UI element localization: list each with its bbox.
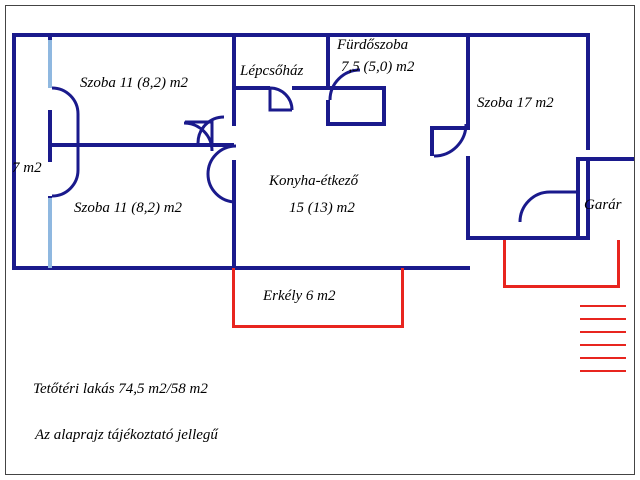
frame-bottom xyxy=(5,474,635,475)
hatch-line-4 xyxy=(580,344,626,346)
wall-right-bottom xyxy=(466,236,590,240)
hatch-line-2 xyxy=(580,318,626,320)
hatch-line-3 xyxy=(580,331,626,333)
wall-right-top xyxy=(466,33,590,37)
window-left-lower xyxy=(48,198,52,268)
wall-hall-v2 xyxy=(48,110,52,162)
terrace-bottom xyxy=(503,285,620,288)
room-label-elotér: 7 m2 xyxy=(12,160,42,176)
frame-right xyxy=(634,5,635,475)
wall-furdo-bottom xyxy=(330,86,386,90)
balcony-left xyxy=(232,268,235,328)
wall-right-vertical-lower xyxy=(466,156,470,240)
wall-lepcsohaz-bottom-right xyxy=(292,86,330,90)
wall-furdo-bottom2 xyxy=(330,122,386,126)
footer-summary: Tetőtéri lakás 74,5 m2/58 m2 xyxy=(33,381,208,397)
wall-konyha-right-v xyxy=(430,126,434,156)
wall-furdo-left-v xyxy=(326,100,330,126)
hatch-line-1 xyxy=(580,305,626,307)
wall-garage-top xyxy=(576,157,634,161)
wall-right-outer xyxy=(586,33,590,150)
wall-garage-left xyxy=(576,157,580,240)
wall-lepcsohaz-bottom xyxy=(236,86,270,90)
room-label-lepcsohaz: Lépcsőház xyxy=(240,63,304,79)
wall-interior-v2 xyxy=(326,33,330,88)
frame-top xyxy=(5,5,635,6)
room-label-furdoszoba-meret: 7,5 (5,0) m2 xyxy=(341,59,415,75)
hatch-line-6 xyxy=(580,370,626,372)
room-label-furdoszoba: Fürdőszoba xyxy=(337,37,409,53)
terrace-right xyxy=(617,240,620,288)
balcony-right xyxy=(401,268,404,328)
balcony-bottom xyxy=(232,325,404,328)
wall-furdo-right-v xyxy=(382,86,386,126)
room-label-szoba-17: Szoba 17 m2 xyxy=(477,95,554,111)
wall-interior-h1-right xyxy=(198,143,234,147)
frame-left xyxy=(5,5,6,475)
wall-interior-h1 xyxy=(48,143,198,147)
wall-right-vertical-mid xyxy=(466,33,470,128)
wall-outer-left xyxy=(12,33,16,270)
wall-konyha-right-upper xyxy=(430,126,470,130)
window-left-upper xyxy=(48,40,52,88)
footer-disclaimer: Az alaprajz tájékoztató jellegű xyxy=(35,427,218,443)
wall-interior-v1 xyxy=(232,33,236,126)
wall-interior-v1-lower xyxy=(232,160,236,270)
room-label-szoba-11-felso: Szoba 11 (8,2) m2 xyxy=(80,75,189,91)
hatch-line-5 xyxy=(580,357,626,359)
terrace-left xyxy=(503,240,506,288)
room-label-erkely: Erkély 6 m2 xyxy=(263,288,336,304)
room-label-garazs: Garár xyxy=(584,197,622,213)
room-label-konyha-etkezo-meret: 15 (13) m2 xyxy=(289,200,355,216)
room-label-konyha-etkezo: Konyha-étkező xyxy=(269,173,359,189)
room-label-szoba-11-also: Szoba 11 (8,2) m2 xyxy=(74,200,183,216)
